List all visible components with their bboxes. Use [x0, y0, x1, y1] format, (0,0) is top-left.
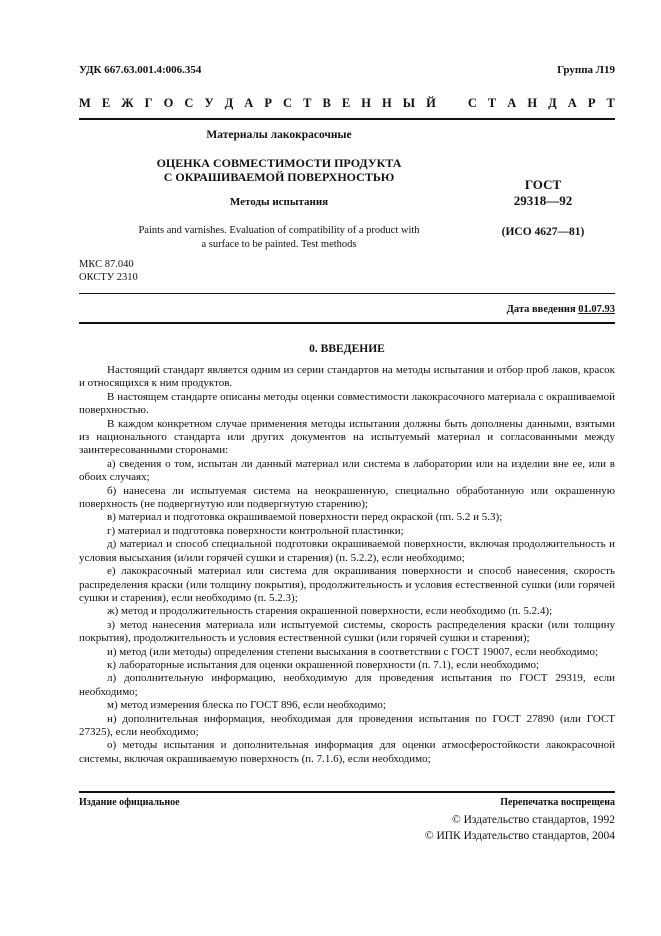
- body-paragraph: Настоящий стандарт является одним из серии стандартов на методы испытания и отбор проб лаков, красок и относящихся к ним продуктов.: [79, 364, 615, 390]
- okstu-code: ОКСТУ 2310: [79, 272, 138, 283]
- body-paragraph: е) лакокрасочный материал или система для окрашивания поверхности и способ нанесения, скорость распределения краски (или толщину покрытия), продолжительность и условия естественной сушки (или горячей сушки и старения), если необходимо (п. 5.2.3);: [79, 565, 615, 604]
- body-paragraph: и) метод (или методы) определения степени высыхания в соответствии с ГОСТ 19007, если необходимо;: [107, 645, 599, 658]
- introduction-date-value: 01.07.93: [578, 304, 615, 315]
- body-paragraph: ж) метод и продолжительность старения окрашенной поверхности, если необходимо (п. 5.2.4);: [107, 605, 553, 618]
- date-rule: [79, 322, 615, 324]
- english-title-line-2: a surface to be painted. Test methods: [201, 239, 357, 250]
- gost-code: 29318—92: [513, 193, 573, 208]
- methods-subtitle: Методы испытания: [229, 196, 329, 208]
- banner-letter: С: [467, 96, 477, 110]
- interstate-standard-banner: [79, 96, 615, 111]
- banner-letter: Г: [144, 96, 153, 110]
- banner-letter: Р: [264, 96, 272, 110]
- title-rule: [79, 293, 615, 294]
- section-body: [79, 364, 615, 766]
- banner-letter: Т: [303, 96, 312, 110]
- banner-letter: Е: [341, 96, 351, 110]
- banner-letter: А: [567, 96, 577, 110]
- iso-reference: (ИСО 4627—81): [501, 226, 585, 238]
- banner-letter: [447, 96, 457, 111]
- banner-letter: Т: [606, 96, 615, 110]
- banner-letter: Н: [527, 96, 538, 110]
- title-line-1: ОЦЕНКА СОВМЕСТИМОСТИ ПРОДУКТА: [156, 156, 402, 170]
- banner-letter: С: [184, 96, 194, 110]
- banner-letter: С: [283, 96, 293, 110]
- body-paragraph: д) материал и способ специальной подготовки окрашиваемой поверхности, включая продолжительность и условия высыхания (и/или горячей сушки и старения) (п. 5.2.2), если необходимо;: [79, 538, 615, 564]
- banner-letter: В: [322, 96, 331, 110]
- body-paragraph: н) дополнительная информация, необходимая для проведения испытания по ГОСТ 27890 (или ГОСТ 27325), если необходимо;: [79, 712, 615, 738]
- udk-code: УДК 667.63.001.4:006.354: [79, 64, 202, 76]
- banner-letter: У: [204, 96, 214, 110]
- banner-letter: Т: [487, 96, 497, 110]
- document-title: [79, 156, 479, 184]
- materials-heading: Материалы лакокрасочные: [206, 129, 352, 141]
- body-paragraph: а) сведения о том, испытан ли данный материал или система в лаборатории или на изделии вне ее, или в обоих случаях;: [79, 457, 615, 484]
- body-paragraph: В каждом конкретном случае применения методы испытания должны быть дополнены данными, взятыми из национального стандарта или других документов на испытуемый материал и согласованными между заинтересованными сторонами:: [79, 417, 615, 457]
- banner-letter: М: [79, 96, 91, 110]
- banner-letter: А: [244, 96, 254, 110]
- copyright-1992: © Издательство стандартов, 1992: [451, 814, 615, 826]
- body-paragraph: в) материал и подготовка окрашиваемой поверхности перед окраской (пп. 5.2 и 5.3);: [107, 511, 503, 524]
- copyright-2004: © ИПК Издательство стандартов, 2004: [424, 830, 615, 842]
- body-paragraph: м) метод измерения блеска по ГОСТ 896, если необходимо;: [107, 699, 386, 712]
- section-title: 0. ВВЕДЕНИЕ: [309, 343, 385, 355]
- banner-letter: Д: [224, 96, 234, 110]
- body-paragraph: з) метод нанесения материала или испытуемой системы, скорость распределения краски (или толщину покрытия), продолжительность и условия естественной сушки (или горячей сушки и старения);: [79, 618, 615, 645]
- english-title-line-1: Paints and varnishes. Evaluation of compatibility of a product with: [138, 225, 420, 236]
- reprint-prohibited: Перепечатка воспрещена: [500, 797, 615, 808]
- banner-letter: Ж: [121, 96, 134, 110]
- banner-letter: Е: [101, 96, 111, 110]
- header-rule: [79, 118, 615, 120]
- banner-letter: Н: [361, 96, 371, 110]
- body-paragraph: г) материал и подготовка поверхности контрольной пластинки;: [107, 524, 404, 537]
- body-paragraph: о) методы испытания и дополнительная информация для оценки атмосферостойкости лакокрасочной системы, включая окрашиваемую поверхность (п. 7.1.6), если необходимо;: [79, 739, 615, 765]
- banner-letter: Р: [587, 96, 596, 110]
- introduction-date: [507, 304, 615, 315]
- classification-codes: [79, 258, 138, 284]
- gost-number: [478, 177, 608, 209]
- banner-letter: Ы: [402, 96, 416, 110]
- banner-letter: Й: [426, 96, 436, 110]
- mks-code: МКС 87.040: [79, 259, 134, 270]
- body-paragraph: к) лабораторные испытания для оценки окрашенной поверхности (п. 7.1), если необходимо;: [107, 658, 540, 671]
- body-paragraph: л) дополнительную информацию, необходимую для проведения испытания по ГОСТ 29319, если необходимо;: [79, 672, 615, 698]
- official-edition: Издание официальное: [79, 797, 180, 808]
- banner-letter: О: [163, 96, 174, 110]
- body-paragraph: б) нанесена ли испытуемая система на неокрашенную, специально обработанную или окрашенную поверхность (не подвергнутую или подвергнутую старению);: [79, 484, 615, 511]
- banner-letter: Н: [381, 96, 392, 110]
- english-title: [79, 224, 479, 252]
- banner-letter: А: [507, 96, 517, 110]
- introduction-date-label: Дата введения: [506, 304, 576, 315]
- footer-rule: [79, 791, 615, 793]
- group-code: Группа Л19: [557, 64, 615, 76]
- title-line-2: С ОКРАШИВАЕМОЙ ПОВЕРХНОСТЬЮ: [163, 170, 395, 184]
- banner-letter: Д: [548, 96, 557, 110]
- body-paragraph: В настоящем стандарте описаны методы оценки совместимости лакокрасочного материала с окрашиваемой поверхностью.: [79, 390, 615, 417]
- gost-label: ГОСТ: [524, 177, 562, 192]
